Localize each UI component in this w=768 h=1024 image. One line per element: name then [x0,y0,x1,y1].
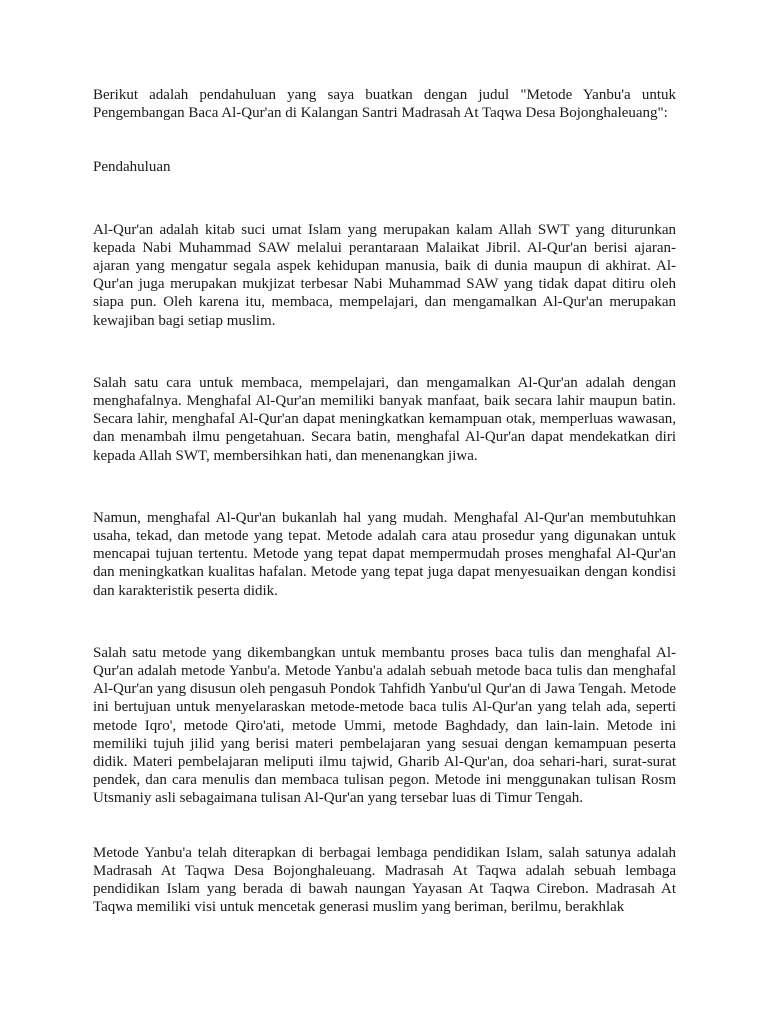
paragraph-1: Al-Qur'an adalah kitab suci umat Islam yang merupakan kalam Allah SWT yang diturunkan kepada Nabi Muhammad SAW melalui perantaraan Malaikat Jibril. Al-Qur'an berisi ajaran-ajaran yang mengatur segala aspek kehidupan manusia, baik di dunia maupun di akhirat. Al-Qur'an juga merupakan mukjizat terbesar Nabi Muhammad SAW yang tidak dapat ditiru oleh siapa pun. Oleh karena itu, membaca, mempelajari, dan mengamalkan Al-Qur'an merupakan kewajiban bagi setiap muslim. [93,221,676,329]
paragraph-4: Salah satu metode yang dikembangkan untuk membantu proses baca tulis dan menghafal Al-Qur'an adalah metode Yanbu'a. Metode Yanbu'a adalah sebuah metode baca tulis dan menghafal Al-Qur'an yang disusun oleh pengasuh Pondok Tahfidh Yanbu'ul Qur'an di Jawa Tengah. Metode ini bertujuan untuk menyelaraskan metode-metode baca tulis Al-Qur'an yang telah ada, seperti metode Iqro', metode Qiro'ati, metode Ummi, metode Baghdady, dan lain-lain. Metode ini memiliki tujuh jilid yang berisi materi pembelajaran yang sesuai dengan kemampuan peserta didik. Materi pembelajaran meliputi ilmu tajwid, Gharib Al-Qur'an, doa sehari-hari, surat-surat pendek, dan cara menulis dan membaca tulisan pegon. Metode ini menggunakan tulisan Rosm Utsmaniy asli sebagaimana tulisan Al-Qur'an yang tersebar luas di Timur Tengah. [93,644,676,807]
section-heading: Pendahuluan [93,159,171,176]
intro-paragraph: Berikut adalah pendahuluan yang saya buatkan dengan judul "Metode Yanbu'a untuk Pengembangan Baca Al-Qur'an di Kalangan Santri Madrasah At Taqwa Desa Bojonghaleuang": [93,87,676,122]
paragraph-2: Salah satu cara untuk membaca, mempelajari, dan mengamalkan Al-Qur'an adalah dengan menghafalnya. Menghafal Al-Qur'an memiliki banyak manfaat, baik secara lahir maupun batin. Secara lahir, menghafal Al-Qur'an dapat meningkatkan kemampuan otak, memperluas wawasan, dan menambah ilmu pengetahuan. Secara batin, menghafal Al-Qur'an dapat mendekatkan diri kepada Allah SWT, membersihkan hati, dan menenangkan jiwa. [93,374,676,464]
paragraph-3: Namun, menghafal Al-Qur'an bukanlah hal yang mudah. Menghafal Al-Qur'an membutuhkan usaha, tekad, dan metode yang tepat. Metode adalah cara atau prosedur yang digunakan untuk mencapai tujuan tertentu. Metode yang tepat dapat mempermudah proses menghafal Al-Qur'an dan meningkatkan kualitas hafalan. Metode yang tepat juga dapat menyesuaikan dengan kondisi dan karakteristik peserta didik. [93,509,676,599]
paragraph-5: Metode Yanbu'a telah diterapkan di berbagai lembaga pendidikan Islam, salah satunya adalah Madrasah At Taqwa Desa Bojonghaleuang. Madrasah At Taqwa adalah sebuah lembaga pendidikan Islam yang berada di bawah naungan Yayasan At Taqwa Cirebon. Madrasah At Taqwa memiliki visi untuk mencetak generasi muslim yang beriman, berilmu, berakhlak [93,844,676,916]
